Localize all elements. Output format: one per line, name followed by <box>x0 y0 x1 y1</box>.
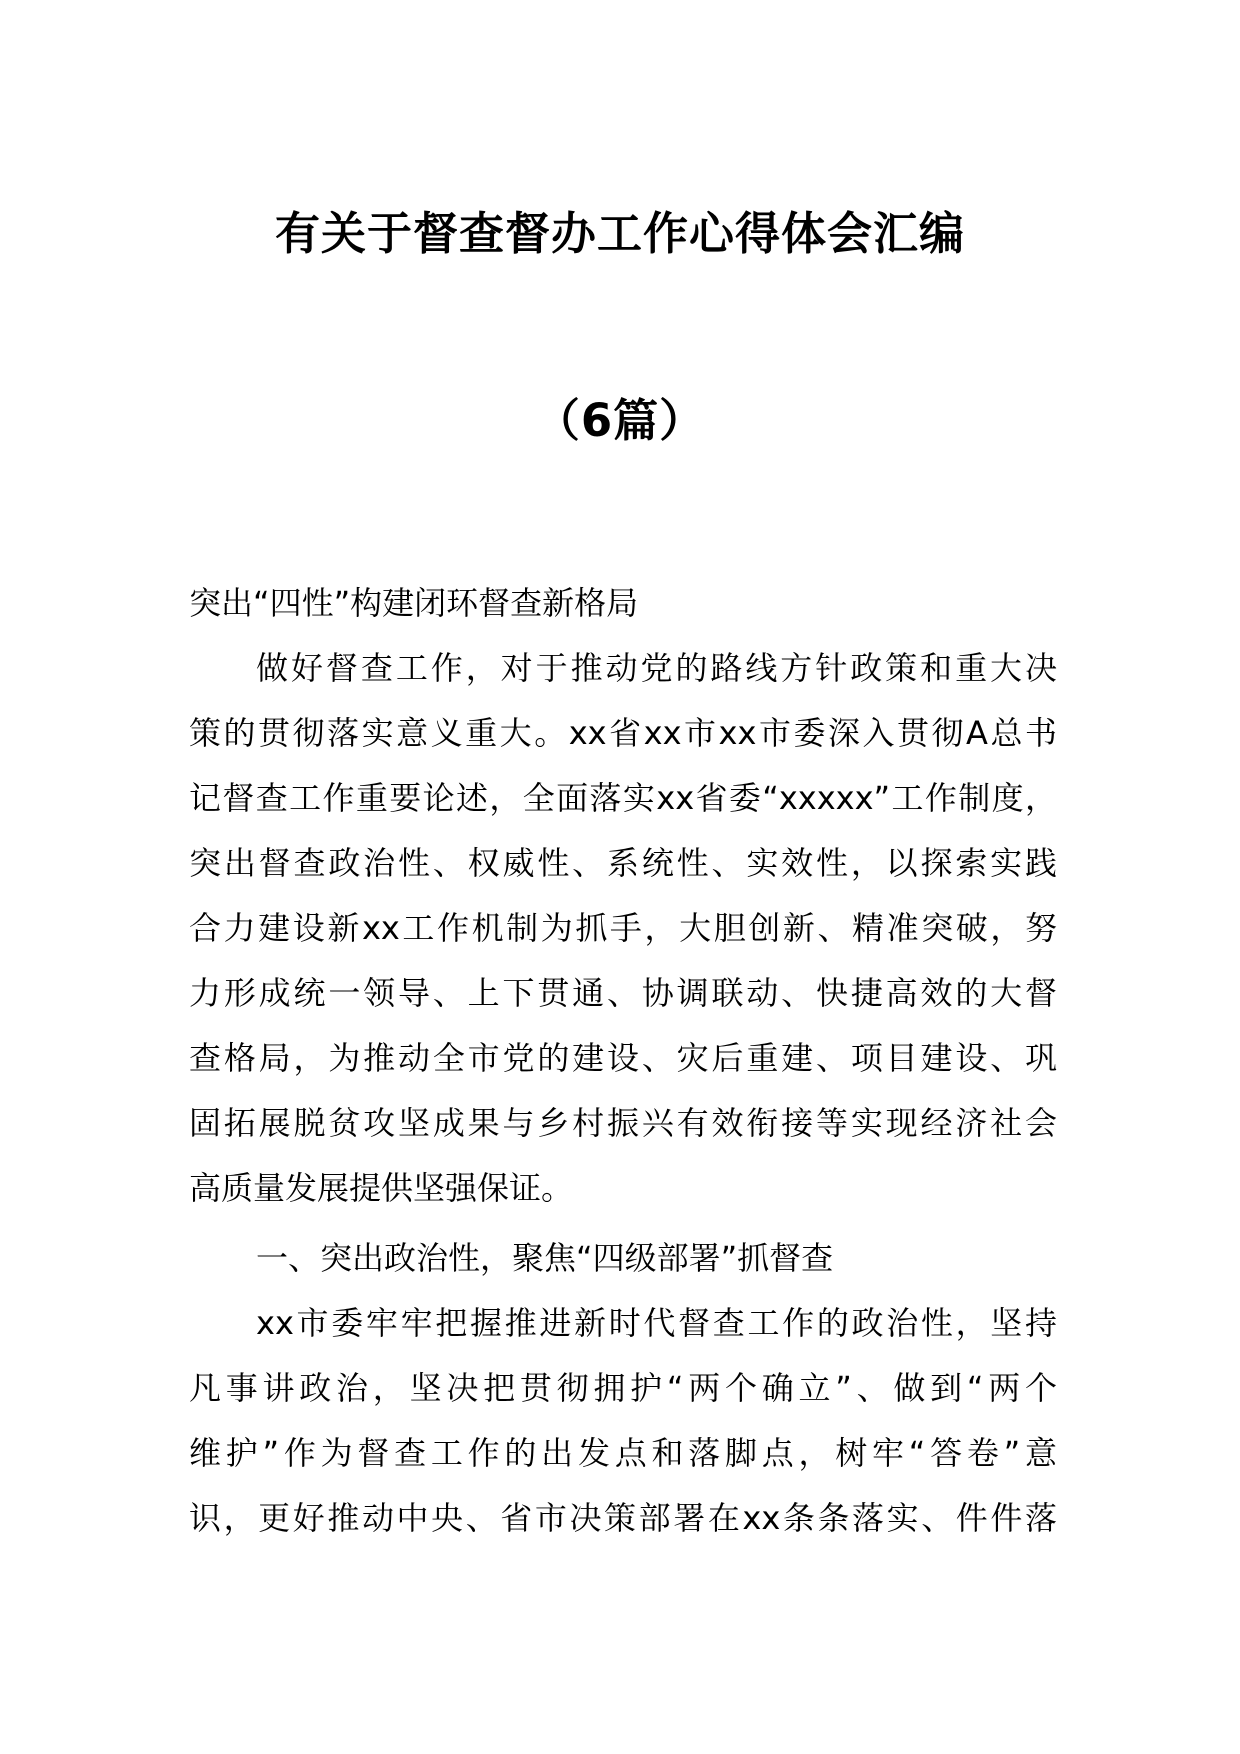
paragraph-intro <box>189 636 1057 1221</box>
section-heading <box>189 571 1057 636</box>
paragraph-line: 凡事讲政治，坚决把贯彻拥护“两个确立”、做到“两个 <box>189 1369 1057 1407</box>
paragraph-line: xx市委牢牢把握推进新时代督查工作的政治性，坚持 <box>256 1304 1057 1342</box>
paragraph-line: 识，更好推动中央、省市决策部署在xx条条落实、件件落 <box>189 1499 1057 1537</box>
paragraph-line: 力形成统一领导、上下贯通、协调联动、快捷高效的大督 <box>189 974 1057 1012</box>
subheading-text: 一、突出政治性，聚焦“四级部署”抓督查 <box>256 1239 834 1277</box>
paragraph-line: 查格局，为推动全市党的建设、灾后重建、项目建设、巩 <box>189 1039 1057 1077</box>
paragraph-line: 高质量发展提供坚强保证。 <box>189 1169 574 1207</box>
paragraph-political <box>189 1291 1057 1551</box>
paragraph-line: 策的贯彻落实意义重大。xx省xx市xx市委深入贯彻A总书 <box>189 714 1057 752</box>
subheading-political <box>189 1226 1057 1291</box>
paragraph-line: 做好督查工作，对于推动党的路线方针政策和重大决 <box>256 649 1057 687</box>
document-subtitle: （6篇） <box>534 394 706 447</box>
document-title: 有关于督查督办工作心得体会汇编 <box>274 207 965 260</box>
paragraph-line: 记督查工作重要论述，全面落实xx省委“xxxxx”工作制度， <box>189 779 1057 817</box>
paragraph-line: 维护”作为督查工作的出发点和落脚点，树牢“答卷”意 <box>189 1434 1057 1472</box>
section-heading-text: 突出“四性”构建闭环督查新格局 <box>189 584 639 622</box>
paragraph-line: 合力建设新xx工作机制为抓手，大胆创新、精准突破，努 <box>189 909 1057 947</box>
paragraph-line: 突出督查政治性、权威性、系统性、实效性，以探索实践 <box>189 844 1057 882</box>
paragraph-line: 固拓展脱贫攻坚成果与乡村振兴有效衔接等实现经济社会 <box>189 1104 1057 1142</box>
